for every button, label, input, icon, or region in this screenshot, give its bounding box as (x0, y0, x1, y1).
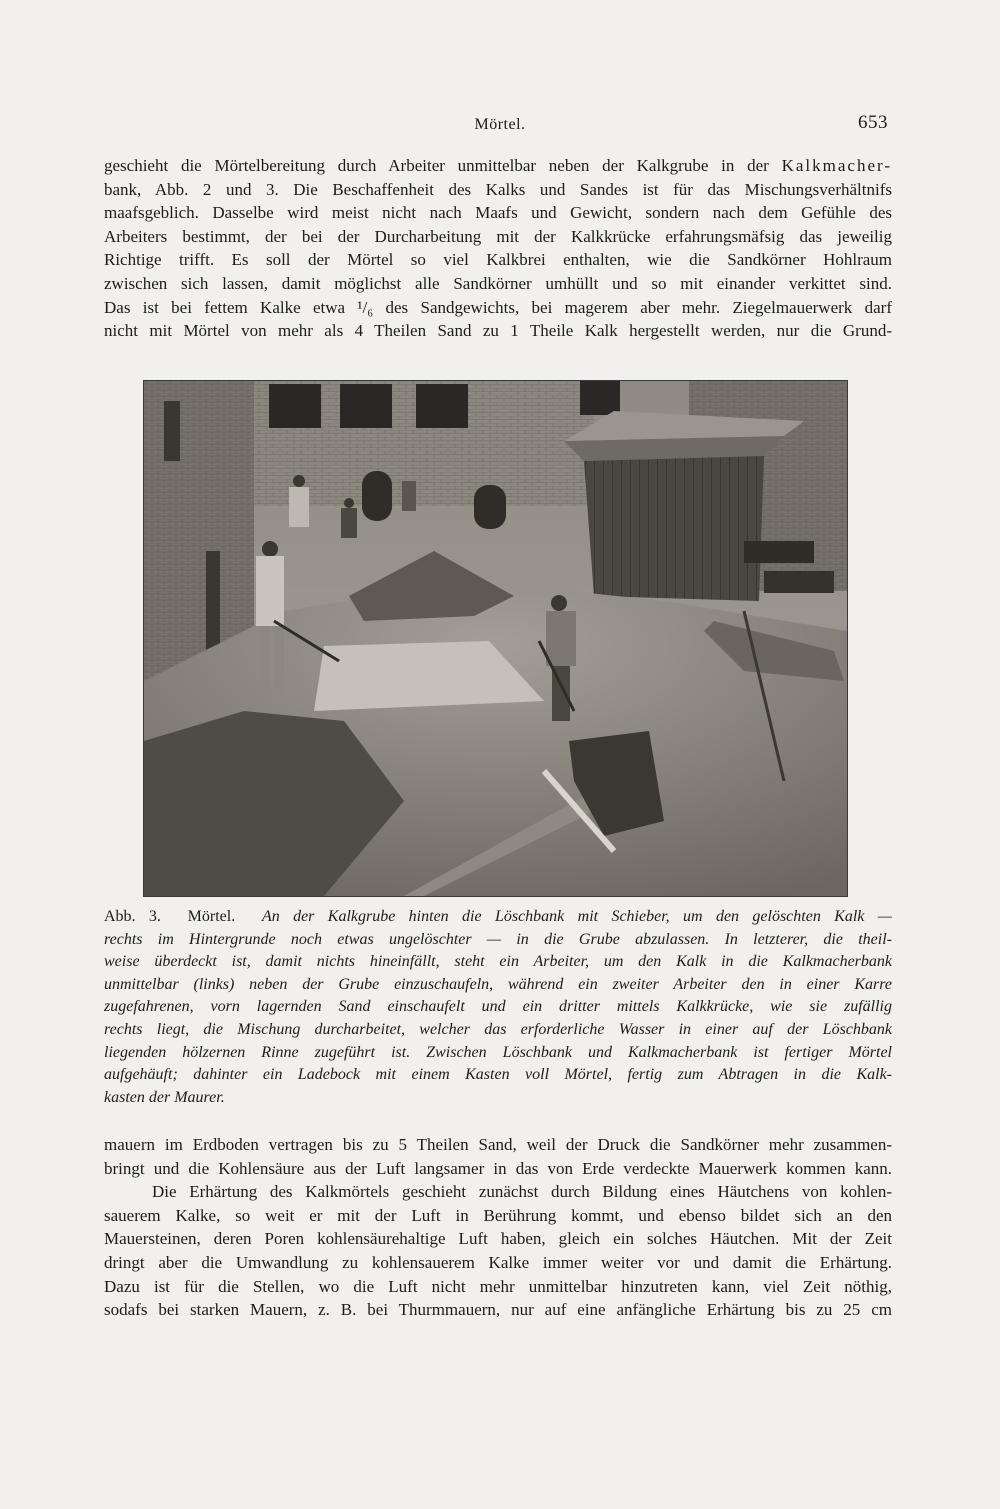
paragraph-top (104, 154, 892, 343)
text-line: geschieht die Mörtelbereitung durch Arbeiter unmittelbar neben der Kalkgrube in der Kalkmacher- (104, 156, 892, 175)
text-line: Richtige trifft. Es soll der Mörtel so viel Kalkbrei enthalten, wie die Sandkörner Hohlraum (104, 250, 892, 270)
figure-photograph (143, 380, 848, 897)
page-number: 653 (858, 112, 888, 133)
text-line: nicht mit Mörtel von mehr als 4 Theilen Sand zu 1 Theile Kalk hergestellt werden, nur die Grund- (104, 321, 892, 341)
spaced-term: Kalkmacher- (781, 156, 892, 175)
text-line: Mauersteinen, deren Poren kohlensäurehaltige Luft haben, gleich ein solches Häutchen. Mit der Zeit (104, 1229, 892, 1249)
running-head (0, 112, 1000, 140)
caption-line: rechts liegt, die Mischung durcharbeitet, welcher das erforderliche Wasser in einer auf der Löschbank (104, 1020, 892, 1038)
text-line: bringt und die Kohlensäure aus der Luft langsamer in das von Erde verdeckte Mauerwerk kommen kann. (104, 1158, 892, 1178)
figure-caption (104, 906, 892, 1109)
caption-line: weise überdeckt ist, damit nichts hineinfällt, steht ein Arbeiter, um den Kalk in die Kalkmacherbank (104, 953, 892, 971)
text-line: Dazu ist für die Stellen, wo die Luft nicht mehr unmittelbar hinzutreten kann, viel Zeit nöthig, (104, 1276, 892, 1296)
text-line: bank, Abb. 2 und 3. Die Beschaffenheit des Kalks und Sandes ist für das Mischungsverhältnifs (104, 179, 892, 199)
caption-line: liegenden hölzernen Rinne zugeführt ist. Zwischen Löschbank und Kalkmacherbank ist fertiger Mörtel (104, 1043, 892, 1061)
text-line: sodafs bei starken Mauern, z. B. bei Thurmmauern, nur auf eine anfängliche Erhärtung bis zu 25 cm (104, 1300, 892, 1320)
caption-line: unmittelbar (links) neben der Grube einzuschaufeln, während ein zweiter Arbeiter den in einer Karre (104, 975, 892, 993)
caption-line: kasten der Maurer. (104, 1088, 225, 1106)
caption-title: Mörtel. (187, 908, 236, 925)
text-line: Das ist bei fettem Kalke etwa ¹/₆ des Sandgewichts, bei magerem aber mehr. Ziegelmauerwerk darf (104, 297, 892, 317)
paragraph-bottom (104, 1133, 892, 1322)
caption-line: zugefahrenen, vorn lagernden Sand einschaufelt und ein dritter mittels Kalkkrücke, wie sie zufällig (104, 998, 892, 1016)
text-line: maafsgeblich. Dasselbe wird meist nicht nach Maafs und Gewicht, sondern nach dem Gefühle des (104, 203, 892, 223)
running-title: Mörtel. (474, 116, 526, 133)
text-line: zwischen sich lassen, damit möglichst alle Sandkörner umhüllt und so mit einander verkittet sind. (104, 273, 892, 293)
mortar-pit-photo (144, 381, 847, 896)
text-line: mauern im Erdboden vertragen bis zu 5 Theilen Sand, weil der Druck die Sandkörner mehr zusammen- (104, 1135, 892, 1154)
text-line: Arbeiters bestimmt, der bei der Durcharbeitung mit der Kalkkrücke erfahrungsmäfsig das jeweilig (104, 226, 892, 246)
text-line: dringt aber die Umwandlung zu kohlensauerem Kalke immer weiter vor und damit die Erhärtung. (104, 1252, 892, 1272)
text-line: Die Erhärtung des Kalkmörtels geschieht zunächst durch Bildung eines Häutchens von kohlen- (152, 1182, 892, 1202)
text-line: sauerem Kalke, so weit er mit der Luft in Berührung kommt, und ebenso bildet sich an den (104, 1205, 892, 1225)
caption-line: aufgehäuft; dahinter ein Ladebock mit einem Kasten voll Mörtel, fertig zum Abtragen in die Kalk- (104, 1066, 892, 1084)
caption-label: Abb. 3. (104, 908, 161, 925)
caption-line: Abb. 3. Mörtel. An der Kalkgrube hinten die Löschbank mit Schieber, um den gelöschten Kalk — (104, 908, 892, 925)
caption-line: rechts im Hintergrunde noch etwas ungelöschter — in die Grube abzulassen. In letzterer, die theil- (104, 930, 892, 948)
